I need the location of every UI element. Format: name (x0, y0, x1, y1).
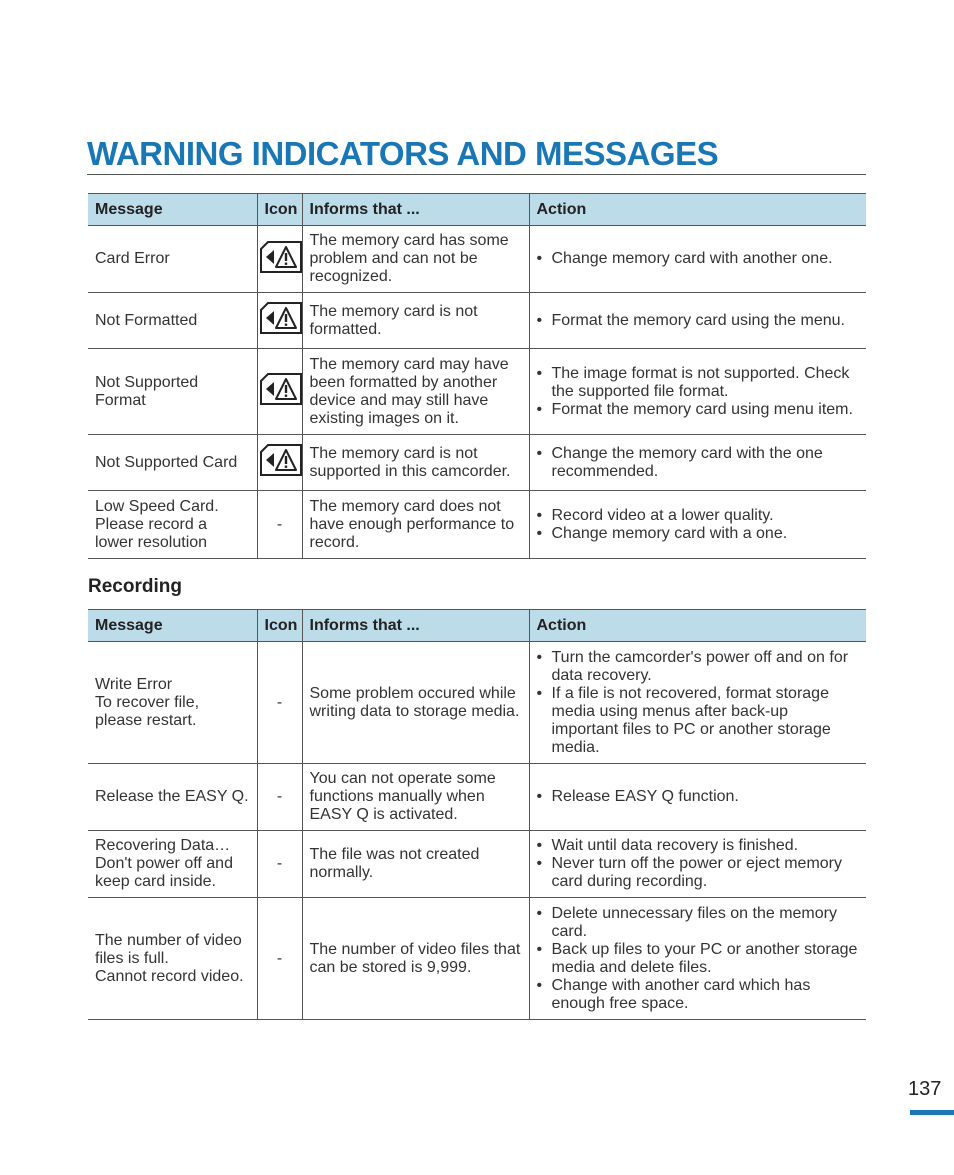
memory-card-warning-icon (258, 241, 304, 273)
row-icon-cell: - (257, 642, 302, 764)
row-icon-cell: - (257, 898, 302, 1020)
action-item: • Change memory card with a one. (537, 525, 860, 543)
table-row (88, 491, 866, 559)
action-item: • Change the memory card with the one recommended. (537, 445, 860, 481)
recording-table (88, 609, 866, 1020)
row-message: Not Formatted (88, 293, 257, 349)
memory-card-warning-icon (258, 302, 304, 334)
action-item: • Never turn off the power or eject memory card during recording. (537, 855, 860, 891)
row-informs: The memory card is not supported in this camcorder. (302, 435, 529, 491)
row-message: Release the EASY Q. (88, 764, 257, 831)
section-heading-recording: Recording (88, 576, 182, 597)
table-row (88, 435, 866, 491)
row-action (529, 764, 866, 831)
row-action (529, 293, 866, 349)
action-item: • Change memory card with another one. (537, 250, 860, 268)
row-icon-cell: - (257, 831, 302, 898)
row-message: Low Speed Card. Please record a lower resolution (88, 491, 257, 559)
header-action: Action (529, 194, 866, 226)
row-informs: The memory card does not have enough performance to record. (302, 491, 529, 559)
row-informs: The file was not created normally. (302, 831, 529, 898)
table-row (88, 764, 866, 831)
action-item: • If a file is not recovered, format storage media using menus after back-up important files to PC or another storage media. (537, 685, 860, 757)
table-row (88, 349, 866, 435)
action-item: • Turn the camcorder's power off and on for data recovery. (537, 649, 860, 685)
row-action (529, 349, 866, 435)
header-message: Message (88, 610, 257, 642)
row-icon-cell (257, 226, 302, 293)
warning-table (88, 193, 866, 559)
memory-card-warning-icon (258, 373, 304, 405)
action-item: • Record video at a lower quality. (537, 507, 860, 525)
page-number: 137 (908, 1078, 942, 1100)
table-header-row (88, 610, 866, 642)
row-message: The number of video files is full. Cannot record video. (88, 898, 257, 1020)
action-item: • Delete unnecessary files on the memory card. (537, 905, 860, 941)
header-icon: Icon (257, 194, 302, 226)
action-item: • Wait until data recovery is finished. (537, 837, 860, 855)
header-action: Action (529, 610, 866, 642)
row-message: Card Error (88, 226, 257, 293)
row-informs: The memory card may have been formatted by another device and may still have existing images on it. (302, 349, 529, 435)
row-informs: You can not operate some functions manually when EASY Q is activated. (302, 764, 529, 831)
row-informs: Some problem occured while writing data to storage media. (302, 642, 529, 764)
header-message: Message (88, 194, 257, 226)
header-informs: Informs that ... (302, 610, 529, 642)
row-action (529, 226, 866, 293)
action-item: • Release EASY Q function. (537, 788, 860, 806)
row-action (529, 831, 866, 898)
action-item: • Format the memory card using the menu. (537, 312, 860, 330)
action-item: • Back up files to your PC or another storage media and delete files. (537, 941, 860, 977)
row-informs: The memory card has some problem and can not be recognized. (302, 226, 529, 293)
header-icon: Icon (257, 610, 302, 642)
table-row (88, 642, 866, 764)
table-row (88, 226, 866, 293)
row-icon-cell (257, 435, 302, 491)
table-row (88, 831, 866, 898)
row-informs: The number of video files that can be stored is 9,999. (302, 898, 529, 1020)
row-action (529, 435, 866, 491)
row-action (529, 491, 866, 559)
page-number-bar (910, 1110, 954, 1115)
row-message: Not Supported Format (88, 349, 257, 435)
row-icon-cell (257, 349, 302, 435)
table-row (88, 293, 866, 349)
page-title: WARNING INDICATORS AND MESSAGES (87, 134, 866, 175)
action-item: • Change with another card which has enough free space. (537, 977, 860, 1013)
row-action (529, 642, 866, 764)
table-header-row (88, 194, 866, 226)
memory-card-warning-icon (258, 444, 304, 476)
row-message: Recovering Data… Don't power off and keep card inside. (88, 831, 257, 898)
row-action (529, 898, 866, 1020)
row-icon-cell: - (257, 491, 302, 559)
row-icon-cell (257, 293, 302, 349)
table-row (88, 898, 866, 1020)
row-message: Not Supported Card (88, 435, 257, 491)
row-informs: The memory card is not formatted. (302, 293, 529, 349)
action-item: • Format the memory card using menu item. (537, 401, 860, 419)
header-informs: Informs that ... (302, 194, 529, 226)
action-item: • The image format is not supported. Check the supported file format. (537, 365, 860, 401)
row-icon-cell: - (257, 764, 302, 831)
row-message: Write Error To recover file, please restart. (88, 642, 257, 764)
